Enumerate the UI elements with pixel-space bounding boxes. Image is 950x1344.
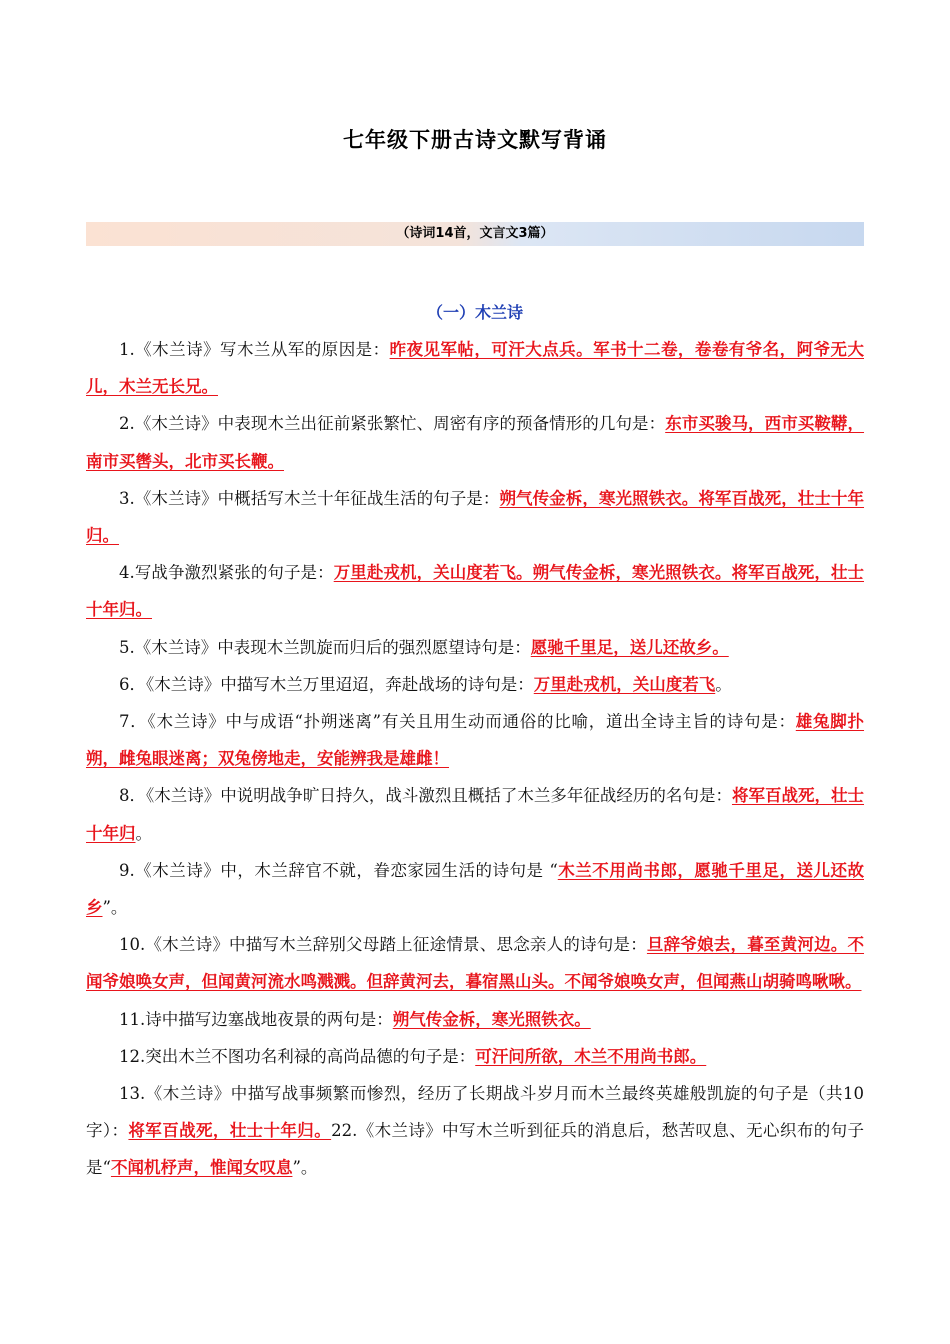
question-item bbox=[86, 480, 864, 554]
question-text: 7．《木兰诗》中与成语“扑朔迷离”有关且用生动而通俗的比喻，道出全诗主旨的诗句是： bbox=[119, 712, 796, 732]
question-item bbox=[86, 554, 864, 628]
banner-text: （诗词14首，文言文3篇） bbox=[396, 226, 554, 241]
question-text: 12.突出木兰不图功名利禄的高尚品德的句子是： bbox=[119, 1046, 476, 1066]
question-item bbox=[86, 926, 864, 1000]
question-text: 3.《木兰诗》中概括写木兰十年征战生活的句子是： bbox=[119, 488, 500, 508]
answer-text: 昨夜见军帖，可汗大点兵。军书十二卷，卷卷有爷名，阿爷无大儿，木兰无长兄。 bbox=[86, 340, 864, 397]
answer-text: 东市买骏马，西市买鞍鞯，南市买辔头，北市买长鞭。 bbox=[86, 414, 865, 471]
question-item bbox=[86, 666, 864, 703]
answer-text: 万里赴戎机，关山度若飞。朔气传金柝，寒光照铁衣。将军百战死，壮士十年归。 bbox=[86, 563, 864, 620]
question-text: 9.《木兰诗》中，木兰辞官不就，眷恋家园生活的诗句是 “ bbox=[119, 860, 558, 880]
question-text: 2.《木兰诗》中表现木兰出征前紧张繁忙、周密有序的预备情形的几句是： bbox=[119, 414, 666, 434]
answer-text: 朔气传金柝，寒光照铁衣。 bbox=[392, 1009, 591, 1029]
question-tail: 。 bbox=[715, 674, 732, 694]
question-text: 11.诗中描写边塞战地夜景的两句是： bbox=[119, 1009, 393, 1029]
question-text: 22.《木兰诗》中写木兰听到征兵的消息后，愁苦叹息、无心织布的句子是“ bbox=[86, 1121, 865, 1178]
question-text: 4.写战争激烈紧张的句子是： bbox=[119, 563, 334, 583]
question-tail: 。 bbox=[135, 823, 152, 843]
answer-text: 万里赴戎机，关山度若飞 bbox=[533, 674, 716, 694]
section-title: （一）木兰诗 bbox=[426, 303, 523, 322]
answer-text: 朔气传金柝，寒光照铁衣。将军百战死，壮士十年归。 bbox=[86, 488, 865, 546]
question-item bbox=[86, 703, 864, 777]
answer-text: 雄兔脚扑朔，雌兔眼迷离；双兔傍地走，安能辨我是雄雌！ bbox=[86, 712, 865, 769]
question-tail: ”。 bbox=[102, 898, 128, 918]
answer-text: 木兰不用尚书郎，愿驰千里足，送儿还故乡 bbox=[86, 860, 864, 918]
page-title: 七年级下册古诗文默写背诵 bbox=[343, 128, 607, 152]
question-text: 13.《木兰诗》中描写战事频繁而惨烈，经历了长期战斗岁月而木兰最终英雄般凯旋的句子是（共10字）： bbox=[86, 1084, 864, 1141]
subtitle-banner bbox=[86, 222, 864, 246]
question-text: 1.《木兰诗》写木兰从军的原因是： bbox=[119, 340, 390, 359]
answer-text: 可汗问所欲，木兰不用尚书郎。 bbox=[475, 1046, 707, 1066]
question-text: 5.《木兰诗》中表现木兰凯旋而归后的强烈愿望诗句是： bbox=[119, 637, 531, 657]
question-item bbox=[86, 331, 864, 405]
question-item bbox=[86, 852, 864, 926]
question-text: 10.《木兰诗》中描写木兰辞别父母踏上征途情景、思念亲人的诗句是： bbox=[119, 935, 647, 955]
question-item bbox=[86, 1075, 864, 1187]
answer-text: 不闻机杼声，惟闻女叹息 bbox=[110, 1158, 293, 1178]
question-list bbox=[86, 331, 864, 1187]
question-tail: ”。 bbox=[292, 1158, 318, 1178]
question-item bbox=[86, 777, 864, 851]
answer-text: 将军百战死，壮士十年归。 bbox=[128, 1121, 332, 1141]
question-item bbox=[86, 1038, 864, 1075]
question-text: 6．《木兰诗》中描写木兰万里迢迢，奔赴战场的诗句是： bbox=[119, 674, 534, 694]
question-text: 8．《木兰诗》中说明战争旷日持久，战斗激烈且概括了木兰多年征战经历的名句是： bbox=[119, 786, 732, 806]
answer-text: 愿驰千里足，送儿还故乡。 bbox=[530, 637, 729, 657]
answer-text: 旦辞爷娘去，暮至黄河边。不闻爷娘唤女声，但闻黄河流水鸣溅溅。但辞黄河去，暮宿黑山头。不闻爷娘唤女声，但闻燕山胡骑鸣啾啾。 bbox=[86, 935, 865, 992]
answer-text: 将军百战死，壮士十年归 bbox=[86, 786, 865, 843]
question-item bbox=[86, 629, 864, 666]
question-item bbox=[86, 1001, 864, 1038]
question-item bbox=[86, 405, 864, 479]
